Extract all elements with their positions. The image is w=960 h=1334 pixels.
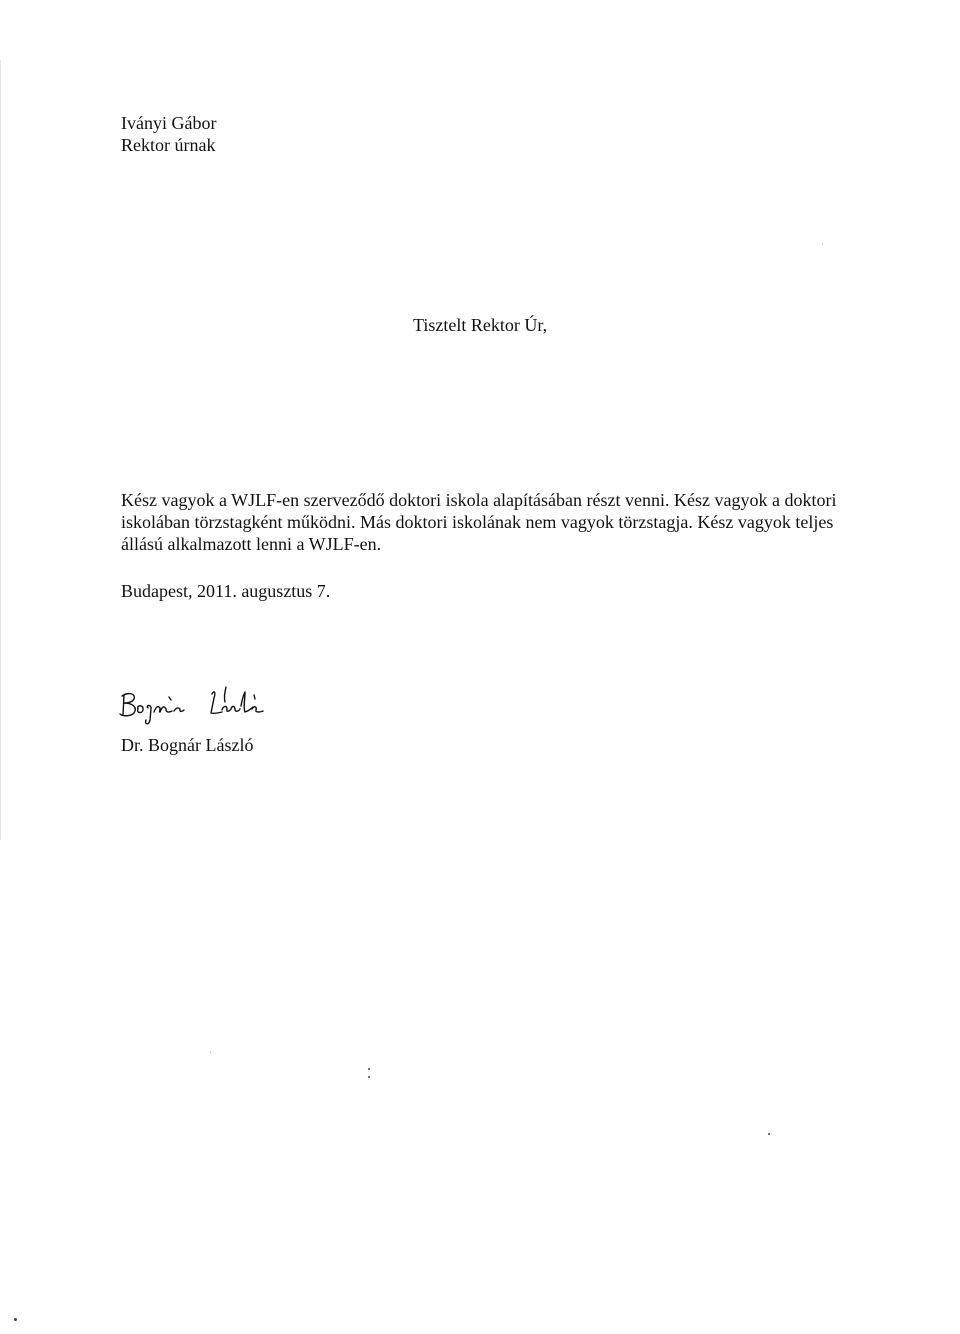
scan-speck <box>14 1318 17 1321</box>
recipient-block <box>121 112 216 156</box>
recipient-name: Iványi Gábor <box>121 113 217 133</box>
scan-speck <box>368 1068 370 1070</box>
signer-name: Dr. Bognár László <box>121 735 254 755</box>
scan-speck <box>768 1133 770 1135</box>
recipient-title: Rektor úrnak <box>121 135 216 155</box>
salutation: Tisztelt Rektor Úr, <box>413 315 548 335</box>
scan-edge-line <box>0 60 1 840</box>
scan-speck <box>368 1076 370 1078</box>
handwritten-signature <box>114 678 294 736</box>
scan-speck <box>210 1052 211 1053</box>
scan-speck <box>822 244 823 245</box>
place-date: Budapest, 2011. augusztus 7. <box>121 581 331 601</box>
letter-body: Kész vagyok a WJLF-en szerveződő doktori iskola alapításában részt venni. Kész vagyok a doktori iskolában törzstagként működni. Más doktori iskolának nem vagyok törzstagja. Kész vagyok teljes állású alkalmazott lenni a WJLF-en. <box>121 490 837 554</box>
